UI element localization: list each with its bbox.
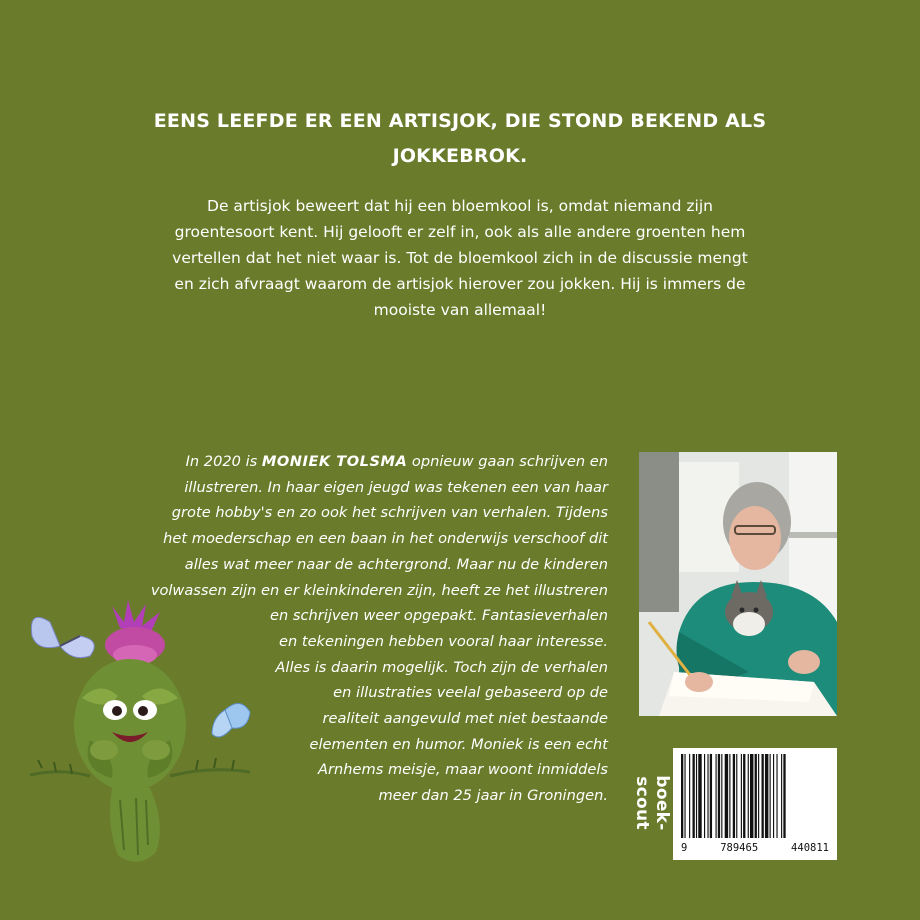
barcode-bar	[741, 754, 742, 838]
barcode-bar	[776, 754, 777, 838]
barcode-bar	[689, 754, 690, 838]
bio-intro-rest: opnieuw gaan schrijven en	[407, 453, 608, 470]
barcode-bar	[704, 754, 705, 838]
isbn-right-group: 440811	[791, 842, 829, 854]
headline-line-1: EENS LEEFDE ER EEN ARTISJOK, DIE STOND BEKEND ALS	[153, 110, 767, 132]
barcode-bar	[762, 754, 764, 838]
barcode-bar	[693, 754, 695, 838]
barcode-bar	[681, 754, 683, 838]
barcode-bar	[729, 754, 730, 838]
barcode-bars	[673, 748, 837, 844]
bio-line: realiteit aangevuld met niet bestaande	[322, 710, 608, 728]
barcode-bar	[696, 754, 697, 838]
barcode-bar	[765, 754, 768, 838]
butterfly-left	[31, 617, 94, 657]
barcode-bar	[783, 754, 785, 838]
bio-line	[100, 449, 608, 475]
blurb-line: De artisjok beweert dat hij een bloemkool is, omdat niemand zijn	[207, 197, 713, 215]
blurb-line: en zich afvraagt waarom de artisjok hierover zou jokken. Hij is immers de	[174, 275, 746, 293]
blurb-line: vertellen dat het niet waar is. Tot de bloemkool zich in de discussie mengt	[172, 249, 748, 267]
author-photo-image	[639, 452, 837, 716]
story-blurb	[125, 193, 795, 323]
barcode-bar	[736, 754, 737, 838]
artichoke-character-illustration	[20, 600, 260, 870]
author-photo	[639, 452, 837, 716]
bio-line: volwassen zijn en er kleinkinderen zijn, heeft ze het illustreren	[150, 581, 608, 599]
blurb-line: mooiste van allemaal!	[373, 301, 547, 319]
bio-line: en tekeningen hebben vooral haar interesse.	[278, 632, 608, 650]
blurb-line: groentesoort kent. Hij gelooft er zelf in, ook als alle andere groenten hem	[174, 223, 746, 241]
barcode-bar	[743, 754, 745, 838]
barcode-bar	[725, 754, 728, 838]
barcode-bar	[716, 754, 717, 838]
butterfly-right	[212, 703, 250, 736]
bio-line: het moederschap en een baan in het onderwijs verschoof dit	[163, 530, 608, 548]
bio-line: Alles is daarin mogelijk. Toch zijn de verhalen	[275, 658, 608, 676]
bio-line: en schrijven weer opgepakt. Fantasieverhalen	[270, 607, 608, 625]
bio-line: illustreren. In haar eigen jeugd was tekenen een van haar	[184, 478, 608, 496]
back-cover-headline	[130, 104, 790, 174]
barcode-bar	[698, 754, 701, 838]
isbn-barcode	[673, 748, 837, 860]
barcode-bar	[721, 754, 722, 838]
barcode-bar	[770, 754, 771, 838]
bio-line: grote hobby's en zo ook het schrijven van verhalen. Tijdens	[171, 504, 608, 522]
bio-intro: In 2020 is	[185, 453, 262, 470]
bio-line: alles wat meer naar de achtergrond. Maar nu de kinderen	[184, 555, 608, 573]
author-name: MONIEK TOLSMA	[261, 453, 408, 470]
publisher-logo: boek-scout	[632, 775, 672, 831]
barcode-bar	[750, 754, 753, 838]
isbn-number	[673, 842, 837, 854]
bio-line: Arnhems meisje, maar woont inmiddels	[318, 761, 608, 779]
barcode-bar	[707, 754, 708, 838]
artichoke-illustration-drawing	[20, 600, 260, 870]
barcode-bar	[781, 754, 782, 838]
headline-line-2: JOKKEBROK.	[392, 145, 528, 167]
barcode-bar	[718, 754, 720, 838]
barcode-bar	[755, 754, 757, 838]
barcode-bar	[733, 754, 735, 838]
isbn-prefix-digit: 9	[681, 842, 688, 854]
bio-line: elementen en humor. Moniek is een echt	[309, 735, 608, 753]
barcode-bar	[748, 754, 749, 838]
barcode-bar	[710, 754, 712, 838]
barcode-bar	[684, 754, 685, 838]
bio-line: en illustraties veelal gebaseerd op de	[333, 684, 608, 702]
barcode-bar	[758, 754, 759, 838]
isbn-left-group: 789465	[720, 842, 759, 854]
barcode-bar	[773, 754, 774, 838]
bio-line: meer dan 25 jaar in Groningen.	[378, 787, 608, 805]
